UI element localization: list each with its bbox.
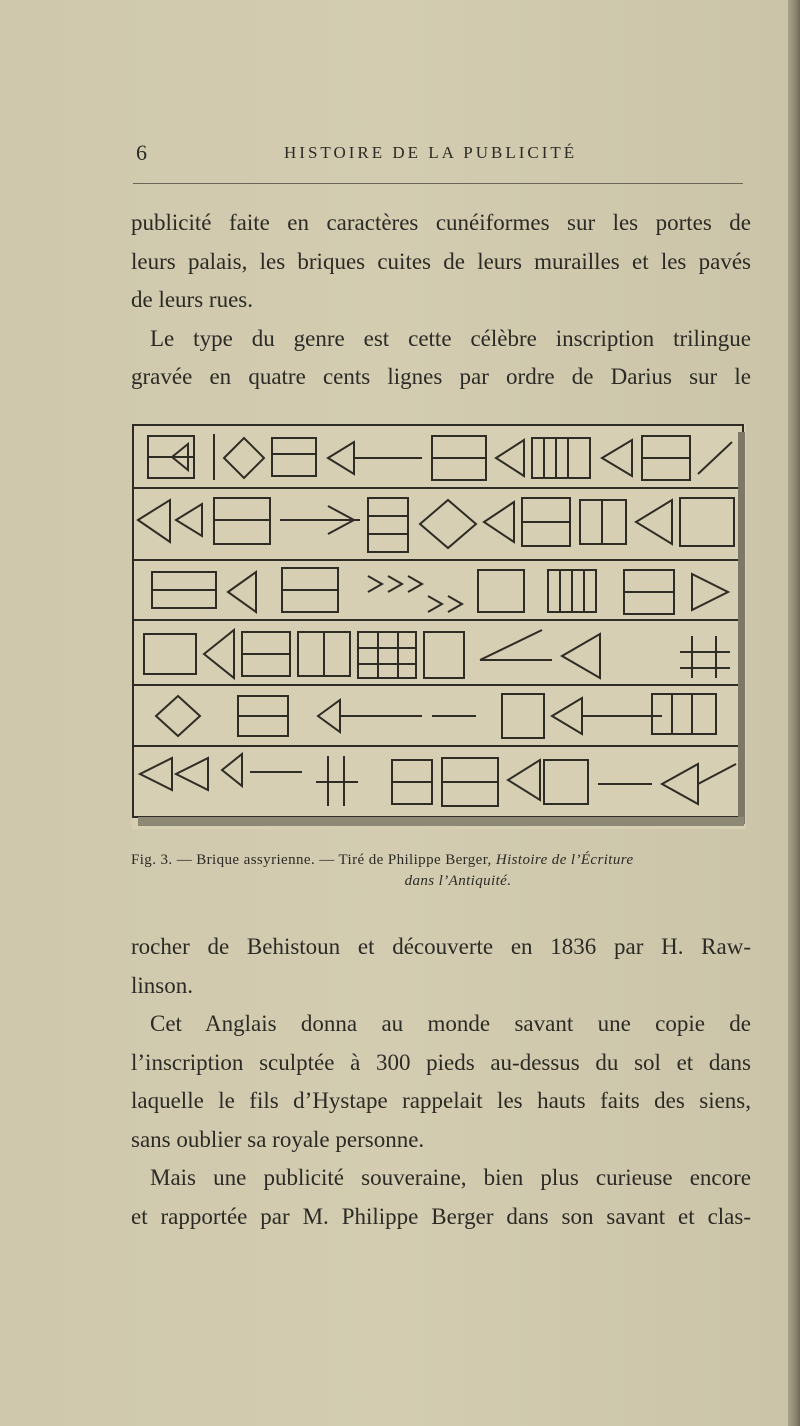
page-number: 6 <box>136 140 148 165</box>
text-line: leurs palais, les briques cuites de leurs murailles et les pavés <box>131 248 751 274</box>
paragraph-top <box>131 204 751 397</box>
text-line: Le type du genre est cette célèbre inscription trilingue <box>150 325 751 351</box>
caption-book-title: Histoire de l’Écriture <box>495 852 634 868</box>
text-line: Cet Anglais donna au monde savant une copie de <box>150 1011 751 1036</box>
text-line: publicité faite en caractères cunéiformes sur les portes de <box>131 210 751 235</box>
page-edge <box>788 0 800 1426</box>
text-line: de leurs rues. <box>131 287 253 312</box>
paragraph-bottom <box>131 928 751 1236</box>
caption-line-2: dans l’Antiquité. <box>404 873 512 889</box>
figure-brick-illustration <box>132 424 746 829</box>
caption-prefix: Fig. 3. — Brique assyrienne. — Tiré de Philippe Berger, <box>131 852 496 868</box>
text-line: et rapportée par M. Philippe Berger dans son savant et clas- <box>131 1203 751 1229</box>
text-line: linson. <box>131 972 193 998</box>
text-line: rocher de Behistoun et découverte en 1836 par H. Raw- <box>131 934 751 959</box>
figure-caption <box>131 852 755 890</box>
cuneiform-brick-image <box>132 424 746 829</box>
caption-line-1 <box>131 852 755 869</box>
text-line: laquelle le fils d’Hystape rappelait les hauts faits des siens, <box>131 1088 751 1113</box>
text-line: sans oublier sa royale personne. <box>131 1126 425 1152</box>
text-line: Mais une publicité souveraine, bien plus curieuse encore <box>150 1165 751 1190</box>
header-rule <box>133 183 743 184</box>
page-header <box>132 140 744 170</box>
running-title: HISTOIRE DE LA PUBLICITÉ <box>284 143 578 162</box>
text-line: l’inscription sculptée à 300 pieds au-dessus du sol et dans <box>131 1049 751 1075</box>
text-line: gravée en quatre cents lignes par ordre de Darius sur le <box>131 364 751 389</box>
